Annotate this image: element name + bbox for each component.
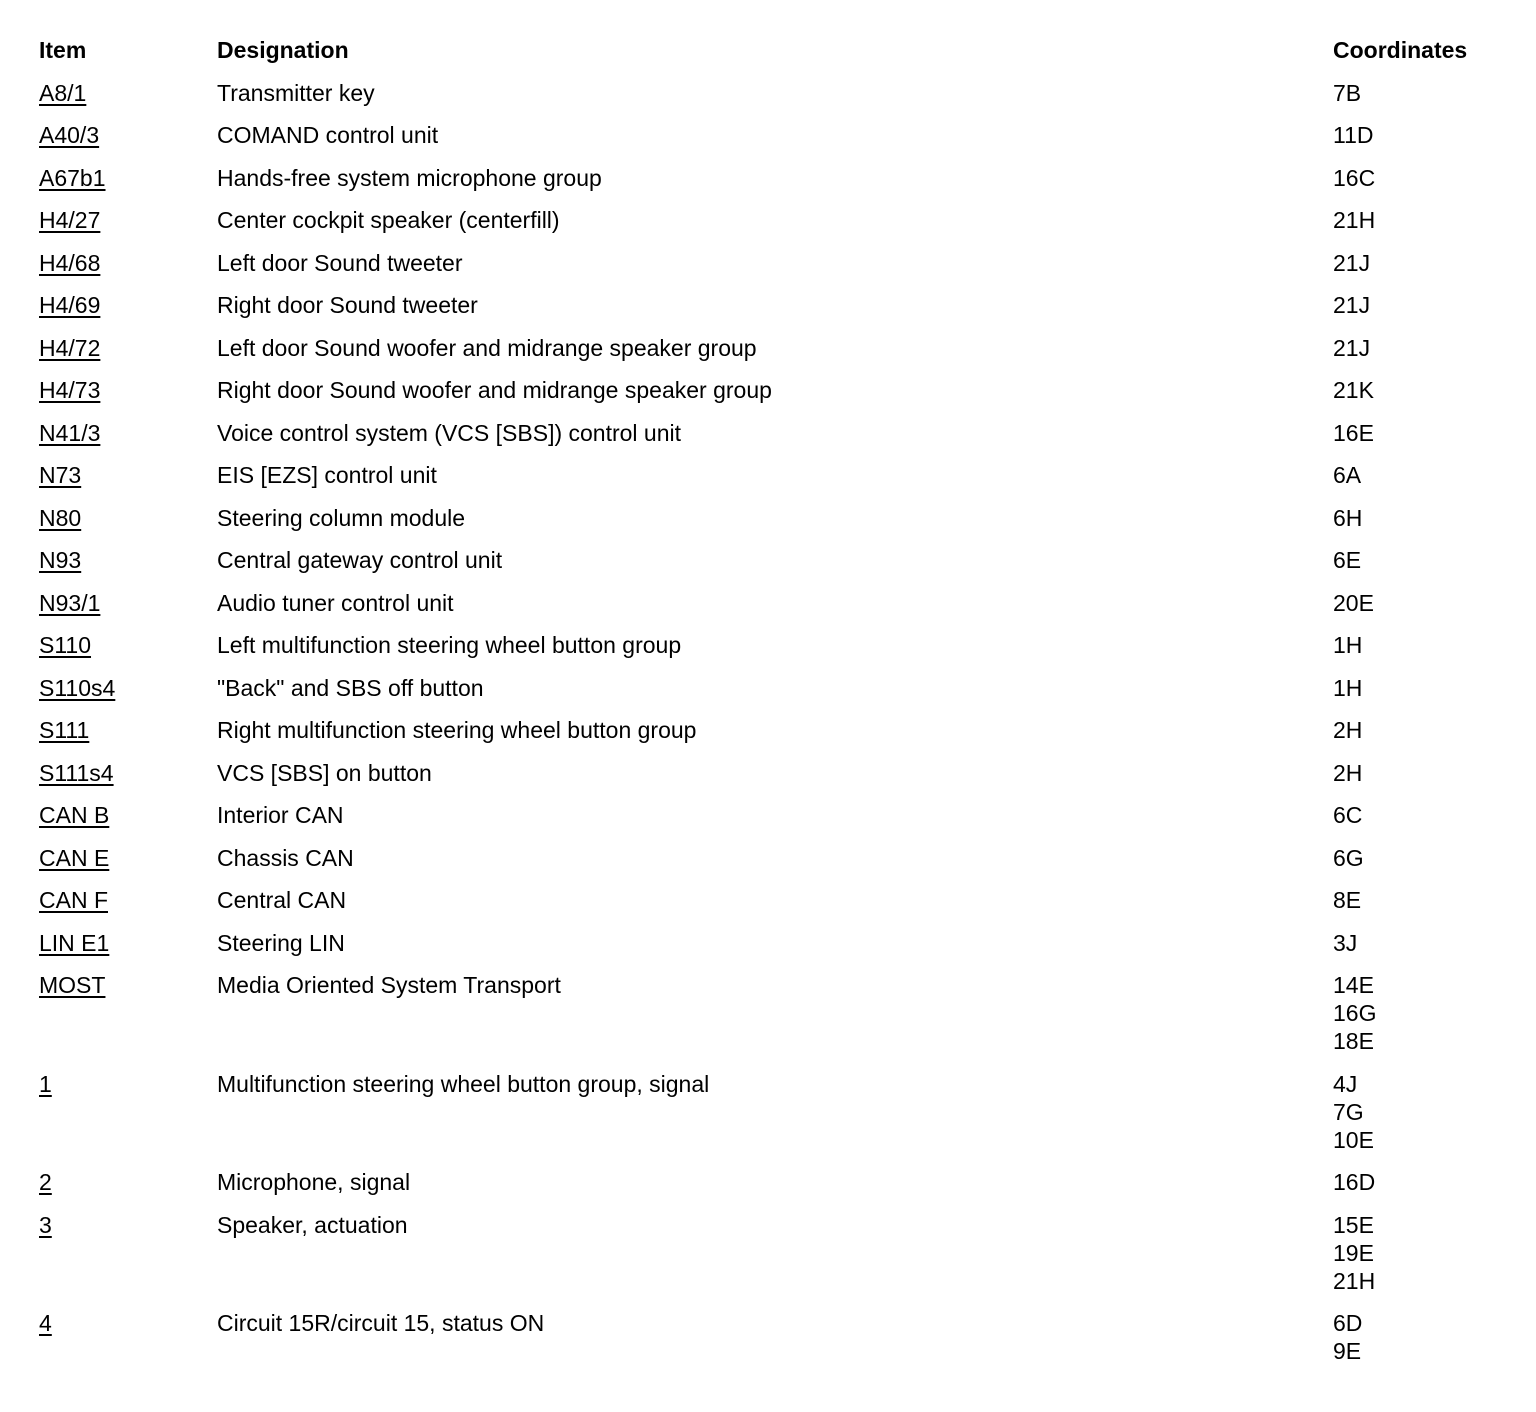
designation-cell: Transmitter key	[217, 79, 375, 106]
coordinates-cell	[1333, 334, 1499, 362]
coordinate-value: 21K	[1333, 377, 1374, 403]
coordinates-cell	[1333, 1070, 1499, 1154]
table-row	[39, 121, 1499, 149]
coordinates-cell	[1333, 419, 1499, 447]
coordinates-cell	[1333, 1168, 1499, 1196]
coordinate-value: 7B	[1333, 79, 1362, 106]
coordinate-value: 21H	[1333, 207, 1376, 233]
item-cell	[39, 844, 217, 872]
designation-cell: Circuit 15R/circuit 15, status ON	[217, 1310, 545, 1336]
header-designation: Designation	[217, 37, 349, 63]
item-cell	[39, 291, 217, 319]
item-cell	[39, 631, 217, 659]
table-row	[39, 504, 1499, 532]
coordinates-cell	[1333, 971, 1499, 1055]
item-cell	[39, 801, 217, 829]
designation-cell: Central CAN	[217, 887, 347, 913]
coordinates-cell	[1333, 1211, 1499, 1295]
designation-cell: Multifunction steering wheel button group, signal	[217, 1070, 710, 1097]
item-cell	[39, 249, 217, 277]
item-link[interactable]: N41/3	[39, 419, 101, 446]
coordinate-value: 6G	[1333, 844, 1364, 871]
table-header-row	[39, 36, 1499, 64]
table-row	[39, 164, 1499, 192]
table-row	[39, 674, 1499, 702]
designation-cell: Voice control system (VCS [SBS]) control unit	[217, 419, 682, 446]
designation-cell: Right multifunction steering wheel button group	[217, 717, 697, 743]
item-link[interactable]: H4/68	[39, 249, 101, 276]
coordinate-value: 6C	[1333, 802, 1363, 828]
designation-cell: Right door Sound tweeter	[217, 292, 478, 318]
coordinate-value: 6H	[1333, 504, 1363, 531]
designation-cell: Hands-free system microphone group	[217, 164, 602, 191]
item-link[interactable]: CAN F	[39, 887, 108, 913]
coordinate-value: 14E	[1333, 972, 1374, 998]
table-row	[39, 546, 1499, 574]
item-link[interactable]: A8/1	[39, 79, 87, 106]
item-link[interactable]: 2	[39, 1169, 52, 1195]
table-row	[39, 929, 1499, 957]
coordinate-value: 11D	[1333, 122, 1374, 148]
item-cell	[39, 1211, 217, 1239]
coordinate-value: 19E	[1333, 1239, 1374, 1266]
coordinates-cell	[1333, 886, 1499, 914]
legend-table	[39, 36, 1499, 1380]
coordinate-value: 10E	[1333, 1126, 1374, 1153]
item-link[interactable]: CAN E	[39, 844, 110, 871]
item-link[interactable]: H4/72	[39, 334, 101, 361]
table-row	[39, 801, 1499, 829]
designation-cell: "Back" and SBS off button	[217, 674, 484, 701]
designation-cell: Center cockpit speaker (centerfill)	[217, 207, 560, 233]
coordinate-value: 2H	[1333, 717, 1363, 743]
coordinate-value: 2H	[1333, 759, 1363, 786]
coordinate-value: 21J	[1333, 334, 1371, 361]
item-link[interactable]: 1	[39, 1070, 52, 1097]
table-row	[39, 291, 1499, 319]
coordinates-cell	[1333, 461, 1499, 489]
item-link[interactable]: H4/27	[39, 207, 101, 233]
item-link[interactable]: A40/3	[39, 122, 100, 148]
item-cell	[39, 546, 217, 574]
item-link[interactable]: A67b1	[39, 164, 106, 191]
coordinate-value: 21H	[1333, 1267, 1376, 1294]
designation-cell: EIS [EZS] control unit	[217, 462, 437, 488]
table-row	[39, 1070, 1499, 1154]
item-cell	[39, 1168, 217, 1196]
coordinate-value: 6A	[1333, 462, 1362, 488]
item-cell	[39, 79, 217, 107]
coordinates-cell	[1333, 759, 1499, 787]
coordinate-value: 15E	[1333, 1211, 1374, 1238]
coordinate-value: 20E	[1333, 589, 1374, 616]
table-row	[39, 716, 1499, 744]
coordinate-value: 9E	[1333, 1338, 1362, 1364]
item-link[interactable]: S110s4	[39, 674, 116, 701]
table-row	[39, 334, 1499, 362]
coordinates-cell	[1333, 801, 1499, 829]
item-cell	[39, 164, 217, 192]
table-row	[39, 1211, 1499, 1295]
coordinate-value: 16D	[1333, 1169, 1376, 1195]
item-link[interactable]: S111s4	[39, 759, 114, 786]
coordinate-value: 6D	[1333, 1310, 1363, 1336]
table-row	[39, 376, 1499, 404]
item-link[interactable]: S111	[39, 717, 90, 743]
coordinate-value: 1H	[1333, 632, 1363, 658]
table-row	[39, 206, 1499, 234]
designation-cell: Left door Sound woofer and midrange speaker group	[217, 334, 757, 361]
item-link[interactable]: N80	[39, 504, 82, 531]
coordinates-cell	[1333, 206, 1499, 234]
item-link[interactable]: N73	[39, 462, 82, 488]
table-body	[39, 79, 1499, 1366]
header-coordinates: Coordinates	[1333, 37, 1468, 63]
item-link[interactable]: CAN B	[39, 802, 110, 828]
coordinate-value: 16C	[1333, 164, 1376, 191]
coordinates-cell	[1333, 546, 1499, 574]
table-row	[39, 759, 1499, 787]
designation-cell: Chassis CAN	[217, 844, 354, 871]
header-item: Item	[39, 37, 87, 63]
item-cell	[39, 929, 217, 957]
coordinates-cell	[1333, 674, 1499, 702]
coordinate-value: 16G	[1333, 1000, 1377, 1026]
item-link[interactable]: N93	[39, 547, 82, 573]
item-cell	[39, 1070, 217, 1098]
table-row	[39, 844, 1499, 872]
designation-cell: Speaker, actuation	[217, 1211, 408, 1238]
coordinates-cell	[1333, 1309, 1499, 1365]
table-row	[39, 461, 1499, 489]
coordinates-cell	[1333, 121, 1499, 149]
coordinates-cell	[1333, 79, 1499, 107]
item-cell	[39, 716, 217, 744]
table-row	[39, 589, 1499, 617]
coordinates-cell	[1333, 291, 1499, 319]
coordinates-cell	[1333, 376, 1499, 404]
coordinate-value: 16E	[1333, 419, 1374, 446]
designation-cell: Left door Sound tweeter	[217, 249, 463, 276]
coordinates-cell	[1333, 164, 1499, 192]
coordinates-cell	[1333, 589, 1499, 617]
item-cell	[39, 589, 217, 617]
coordinates-cell	[1333, 716, 1499, 744]
item-link[interactable]: LIN E1	[39, 929, 110, 956]
table-row	[39, 631, 1499, 659]
designation-cell: Left multifunction steering wheel button group	[217, 632, 682, 658]
table-row	[39, 1309, 1499, 1365]
table-row	[39, 886, 1499, 914]
designation-cell: Steering LIN	[217, 929, 345, 956]
coordinate-value: 21J	[1333, 292, 1371, 318]
item-link[interactable]: MOST	[39, 972, 106, 998]
coordinate-value: 21J	[1333, 249, 1371, 276]
item-link[interactable]: 3	[39, 1211, 52, 1238]
item-cell	[39, 971, 217, 999]
table-row	[39, 249, 1499, 277]
coordinates-cell	[1333, 504, 1499, 532]
item-cell	[39, 504, 217, 532]
item-cell	[39, 206, 217, 234]
designation-cell: Audio tuner control unit	[217, 589, 454, 616]
designation-cell: VCS [SBS] on button	[217, 759, 432, 786]
coordinate-value: 3J	[1333, 929, 1358, 956]
coordinate-value: 18E	[1333, 1028, 1374, 1054]
table-row	[39, 419, 1499, 447]
item-cell	[39, 376, 217, 404]
item-link[interactable]: S110	[39, 632, 92, 658]
item-cell	[39, 419, 217, 447]
coordinates-cell	[1333, 844, 1499, 872]
item-link[interactable]: 4	[39, 1310, 52, 1336]
coordinate-value: 6E	[1333, 547, 1362, 573]
designation-cell: Media Oriented System Transport	[217, 972, 561, 998]
table-row	[39, 971, 1499, 1055]
designation-cell: Central gateway control unit	[217, 547, 503, 573]
item-cell	[39, 886, 217, 914]
item-cell	[39, 674, 217, 702]
item-link[interactable]: N93/1	[39, 589, 101, 616]
designation-cell: COMAND control unit	[217, 122, 439, 148]
coordinates-cell	[1333, 249, 1499, 277]
table-row	[39, 1168, 1499, 1196]
designation-cell: Right door Sound woofer and midrange speaker group	[217, 377, 772, 403]
item-link[interactable]: H4/69	[39, 292, 101, 318]
designation-cell: Microphone, signal	[217, 1169, 411, 1195]
coordinates-cell	[1333, 929, 1499, 957]
coordinate-value: 4J	[1333, 1070, 1358, 1097]
designation-cell: Interior CAN	[217, 802, 344, 828]
designation-cell: Steering column module	[217, 504, 466, 531]
item-cell	[39, 759, 217, 787]
item-cell	[39, 334, 217, 362]
coordinate-value: 1H	[1333, 674, 1363, 701]
coordinate-value: 8E	[1333, 887, 1362, 913]
item-cell	[39, 121, 217, 149]
item-cell	[39, 461, 217, 489]
coordinates-cell	[1333, 631, 1499, 659]
table-row	[39, 79, 1499, 107]
coordinate-value: 7G	[1333, 1098, 1364, 1125]
item-link[interactable]: H4/73	[39, 377, 101, 403]
item-cell	[39, 1309, 217, 1337]
